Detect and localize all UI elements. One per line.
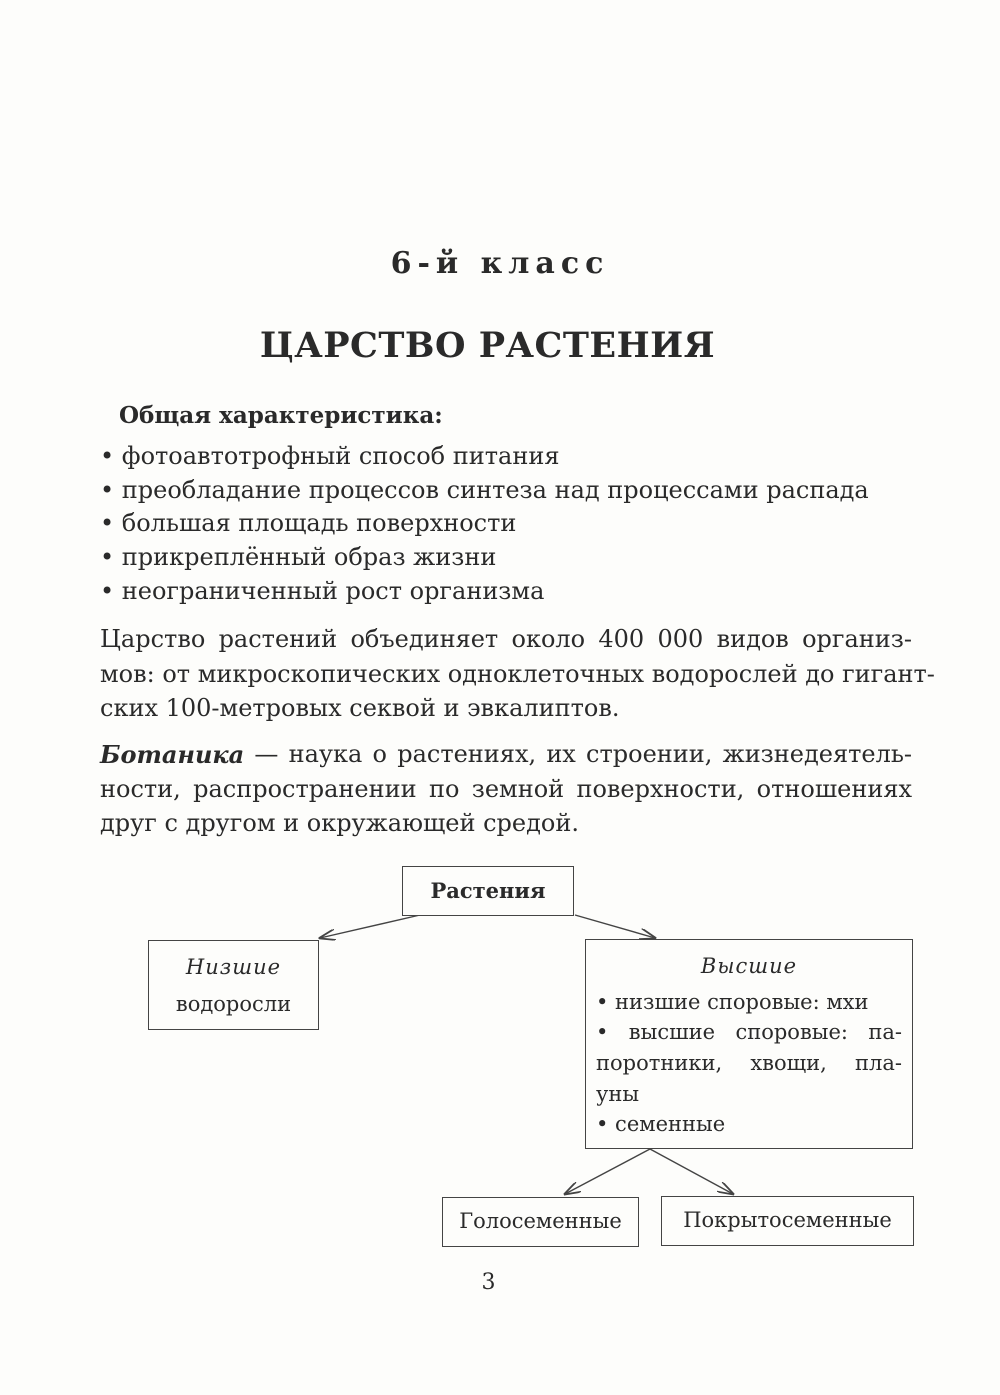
grade-heading: 6-й класс — [390, 246, 610, 281]
higher-plants-line: поротники, хвощи, пла- — [596, 1051, 902, 1075]
characteristic-item: • неограниченный рост организма — [100, 577, 545, 605]
diagram-angiosperms: Покрытосеменные — [661, 1196, 914, 1246]
characteristic-item: • прикреплённый образ жизни — [100, 543, 497, 571]
higher-plants-line: • низшие споровые: мхи — [596, 990, 869, 1014]
botany-term: Ботаника — [100, 740, 245, 769]
paragraph-line: мов: от микроскопических одноклеточных водорослей до гигант- — [100, 660, 935, 688]
diagram-root-plants: Растения — [402, 866, 574, 916]
higher-plants-line: • семенные — [596, 1112, 726, 1136]
characteristic-item: • преобладание процессов синтеза над процессами распада — [100, 476, 869, 504]
paragraph-line: Царство растений объединяет около 400 000 видов организ- — [100, 625, 912, 653]
arrow-to-angiosperms — [650, 1149, 733, 1194]
paragraph-line: друг с другом и окружающей средой. — [100, 809, 579, 837]
higher-plants-line: уны — [596, 1082, 640, 1106]
characteristics-heading: Общая характеристика: — [119, 402, 443, 429]
diagram-lower-plants — [148, 940, 319, 1030]
arrow-to-higher — [575, 915, 655, 938]
paragraph-line-rest: — наука о растениях, их строении, жизнедеятель- — [244, 740, 912, 768]
characteristic-item: • большая площадь поверхности — [100, 509, 517, 537]
arrow-to-lower — [320, 915, 420, 938]
higher-plants-line: • высшие споровые: па- — [596, 1020, 902, 1044]
paragraph-line: ских 100-метровых секвой и эвкалиптов. — [100, 694, 620, 722]
characteristic-item: • фотоавтотрофный способ питания — [100, 442, 560, 470]
higher-plants-heading: Высшие — [700, 954, 798, 978]
lower-plants-body: водоросли — [175, 992, 292, 1016]
page-number: 3 — [481, 1270, 496, 1295]
arrow-to-gymnosperms — [565, 1149, 650, 1194]
paragraph-line: ности, распространении по земной поверхности, отношениях — [100, 775, 912, 803]
diagram-higher-plants — [585, 939, 913, 1149]
chapter-title: ЦАРСТВО РАСТЕНИЯ — [259, 325, 716, 366]
lower-plants-heading: Низшие — [185, 955, 282, 979]
diagram-gymnosperms: Голосеменные — [442, 1197, 639, 1247]
